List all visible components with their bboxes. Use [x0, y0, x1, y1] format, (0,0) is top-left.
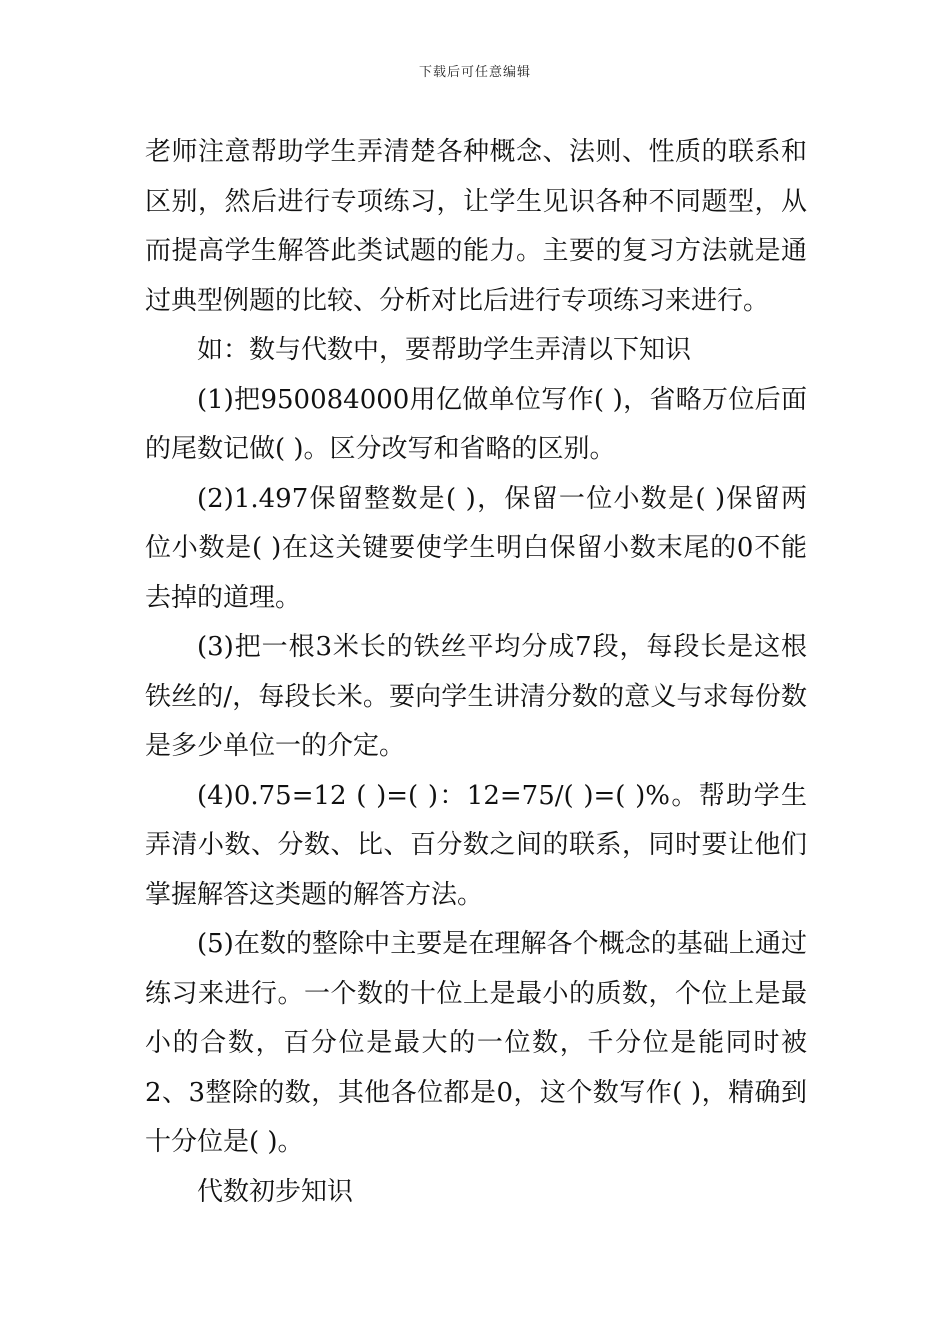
- paragraph-item-1: (1)把950084000用亿做单位写作( )，省略万位后面的尾数记做( )。区分改写和省略的区别。: [145, 384, 807, 464]
- paragraph-item-2: (2)1.497保留整数是( )，保留一位小数是( )保留两位小数是( )在这关键要使学生明白保留小数末尾的0不能去掉的道理。: [145, 483, 807, 613]
- section-heading: 代数初步知识: [197, 1176, 354, 1207]
- document-body: [145, 128, 807, 1217]
- page-header: 下载后可任意编辑: [418, 65, 531, 80]
- paragraph-item-3: (3)把一根3米长的铁丝平均分成7段，每段长是这根铁丝的/，每段长米。要向学生讲清分数的意义与求每份数是多少单位一的介定。: [145, 632, 807, 761]
- paragraph-item-5: (5)在数的整除中主要是在理解各个概念的基础上通过练习来进行。一个数的十位上是最小的质数，个位上是最小的合数，百分位是最大的一位数，千分位是能同时被2、3整除的数，其他各位都是0，这个数写作( )，精确到十分位是( )。: [145, 929, 807, 1157]
- paragraph-item-4: (4)0.75=12 ( )=( )：12=75/( )=( )%。帮助学生弄清小数、分数、比、百分数之间的联系，同时要让他们掌握解答这类题的解答方法。: [145, 780, 807, 910]
- paragraph-intro: 老师注意帮助学生弄清楚各种概念、法则、性质的联系和区别，然后进行专项练习，让学生见识各种不同题型，从而提高学生解答此类试题的能力。主要的复习方法就是通过典型例题的比较、分析对比后进行专项练习来进行。: [145, 137, 807, 316]
- paragraph-example-lead: 如：数与代数中，要帮助学生弄清以下知识: [197, 335, 692, 365]
